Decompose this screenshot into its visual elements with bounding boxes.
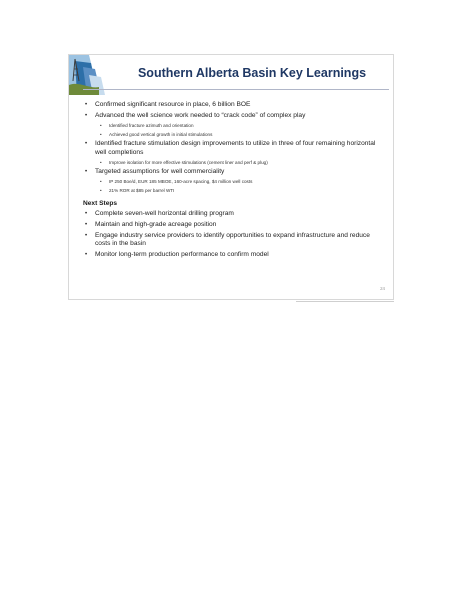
bullet-item [83, 101, 383, 109]
bullet-icon: • [85, 210, 88, 217]
bullet-icon: • [85, 252, 88, 259]
slide-title: Southern Alberta Basin Key Learnings [137, 66, 367, 80]
bullet-icon: • [85, 141, 88, 148]
sub-bullet-icon: • [100, 159, 102, 165]
sub-bullet-icon: • [100, 131, 102, 137]
bullet-text: Advanced the well science work needed to “crack code” of complex play [95, 112, 306, 119]
next-step-text: Complete seven-well horizontal drilling program [95, 209, 234, 217]
sub-bullet-item [83, 160, 383, 166]
bullet-icon: • [85, 113, 88, 119]
footer-divider [296, 301, 394, 302]
sub-bullet-item [83, 179, 383, 185]
bullet-item [83, 168, 383, 176]
next-step-item [83, 251, 383, 259]
next-step-item [83, 221, 383, 229]
next-step-text: Monitor long-term production performance to confirm model [95, 251, 269, 259]
next-step-text: Maintain and high-grade acreage position [95, 220, 217, 228]
sub-bullet-item [83, 188, 383, 194]
sub-bullet-text: 21% ROR at $85 per barrel WTI [109, 187, 175, 193]
bullet-item [83, 140, 383, 157]
next-step-item [83, 210, 383, 218]
bullet-icon: • [85, 232, 88, 239]
sub-bullet-icon: • [100, 179, 102, 185]
bullet-icon: • [85, 169, 88, 176]
sub-bullet-text: IP 250 Boe/d, EUR 185 MBOE, 160-acre spacing, $4 million well costs [109, 179, 253, 185]
slide-page-number: 24 [380, 286, 385, 291]
bullet-icon: • [85, 102, 88, 108]
bullet-text: Confirmed significant resource in place, 6 billion BOE [95, 101, 251, 108]
slide-title-wrap [113, 65, 391, 81]
sub-bullet-icon: • [100, 187, 102, 193]
next-step-text: Engage industry service providers to identify opportunities to expand infrastructure and reduce costs in the basin [95, 231, 370, 248]
bullet-text: Identified fracture stimulation design improvements to utilize in three of four remaining horizontal well completions [95, 140, 376, 156]
sub-bullet-text: Achieved good vertical growth in initial stimulations [109, 131, 213, 137]
sub-bullet-item [83, 123, 383, 129]
bullet-icon: • [85, 221, 88, 228]
presentation-slide [68, 54, 394, 300]
sub-bullet-item [83, 132, 383, 138]
next-step-item [83, 232, 383, 249]
sub-bullet-text: Improve isolation for more effective stimulations (cement liner and perf & plug) [109, 159, 268, 165]
sub-bullet-text: Identified fracture azimuth and orientation [109, 123, 194, 128]
sub-bullet-icon: • [100, 123, 102, 128]
next-steps-heading: Next Steps [83, 199, 118, 207]
bullet-item [83, 112, 383, 120]
title-divider [83, 89, 389, 90]
bullet-text: Targeted assumptions for well commerciality [95, 168, 225, 176]
slide-content [83, 101, 383, 262]
